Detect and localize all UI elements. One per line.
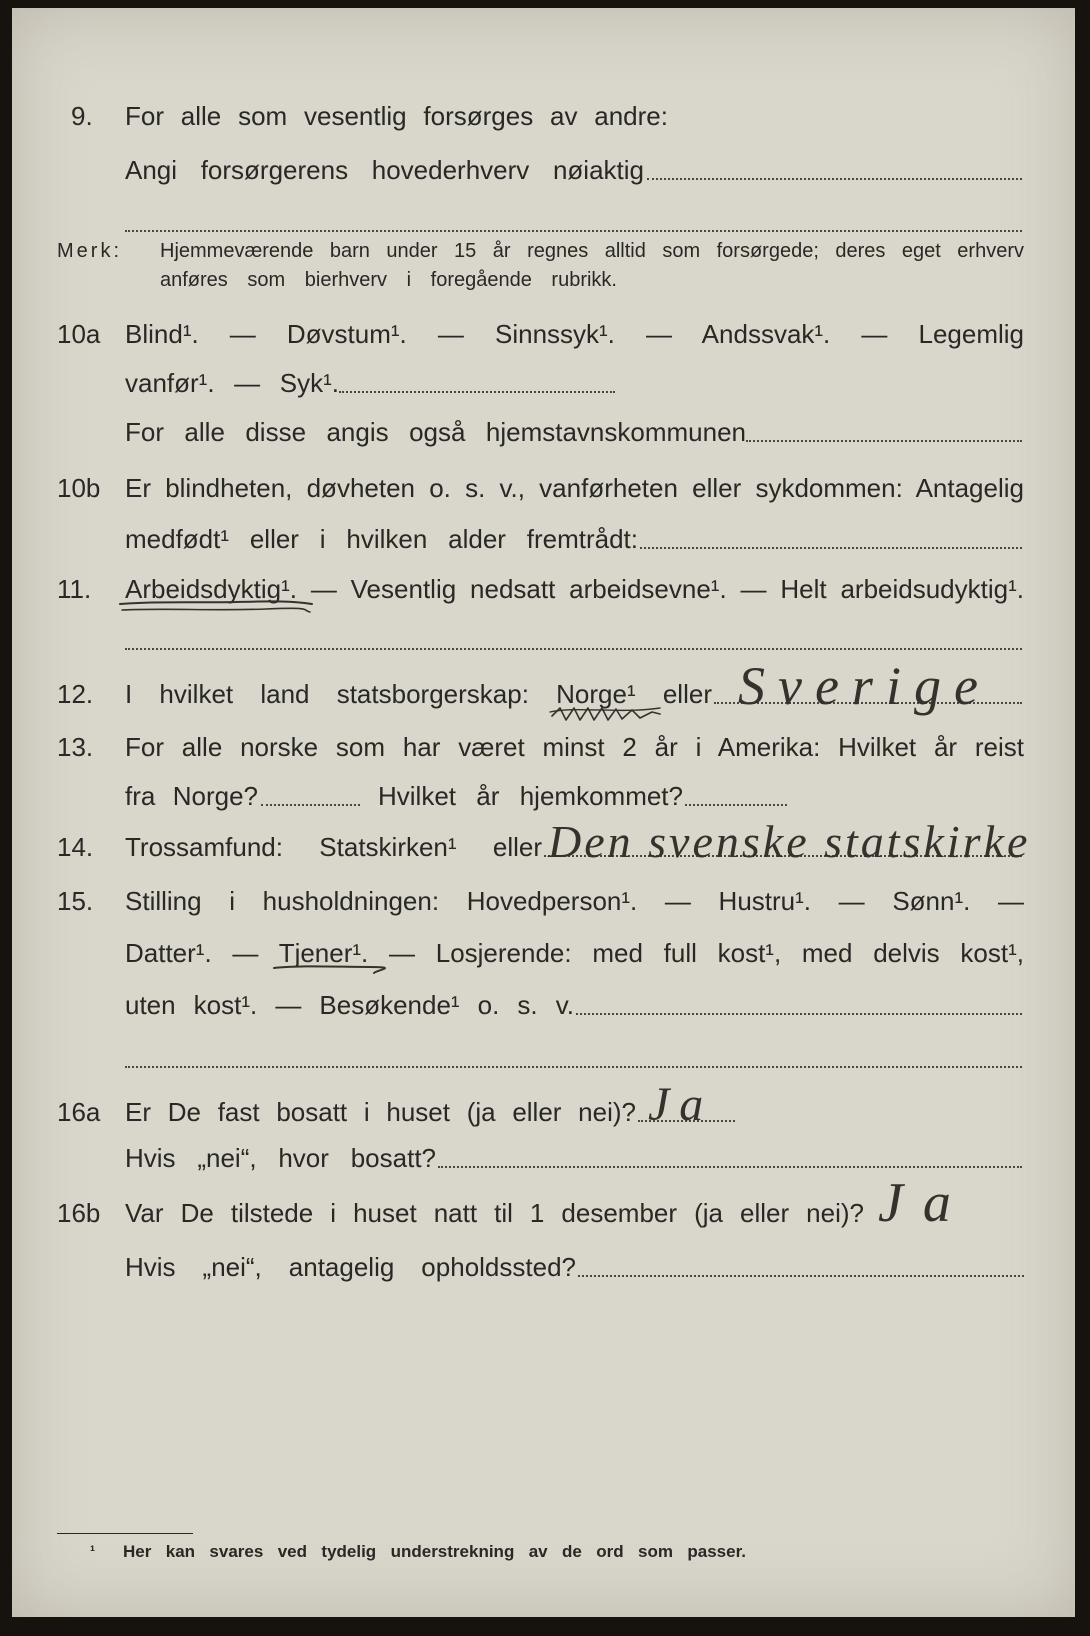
- note-line-2: anføres som bierhverv i foregående rubrikk.: [160, 269, 617, 291]
- question-9-number: 9.: [71, 101, 93, 131]
- question-14-number: 14.: [57, 832, 94, 862]
- footnote-rule: [57, 1533, 193, 1534]
- handwritten-answer-present: Ja: [878, 1172, 971, 1234]
- question-16b-followup-answer-line: [578, 1275, 1024, 1277]
- question-15-options-before: Datter¹. —: [125, 938, 259, 968]
- question-11-number: 11.: [57, 574, 92, 604]
- question-16b-question: Var De tilstede i huset natt til 1 desember (ja eller nei)?: [125, 1198, 864, 1228]
- question-15-line-2: [125, 936, 1024, 970]
- return-year-answer-line: [685, 804, 787, 806]
- question-15-line-1: Stilling i husholdningen: Hovedperson¹. — Hustru¹. — Sønn¹. —: [125, 886, 1024, 916]
- question-10a-line-2: vanfør¹. — Syk¹.: [125, 368, 339, 398]
- section-divider: [125, 230, 1022, 232]
- question-10b-answer-line: [640, 547, 1022, 549]
- question-10a-number: 10a: [57, 319, 101, 349]
- note-line-1: Hjemmeværende barn under 15 år regnes alltid som forsørgede; deres eget erhverv: [160, 240, 1024, 262]
- question-13-left-question: fra Norge?: [125, 781, 258, 811]
- question-16a-followup: Hvis „nei“, hvor bosatt?: [125, 1143, 436, 1173]
- question-9-line-1: For alle som vesentlig forsørges av andre:: [125, 101, 668, 131]
- question-10a-answer-line: [339, 391, 615, 393]
- question-10a-line-1: Blind¹. — Døvstum¹. — Sinnssyk¹. — Andssvak¹. — Legemlig: [125, 319, 1024, 349]
- emigration-year-answer-line: [261, 804, 360, 806]
- hometown-answer-line: [746, 440, 1022, 442]
- question-11-other-options: — Vesentlig nedsatt arbeidsevne¹. — Helt arbeidsudyktig¹.: [310, 574, 1024, 604]
- question-15-options-after: — Losjerende: med full kost¹, med delvis kost¹,: [389, 938, 1024, 968]
- question-15-answer-line: [576, 1013, 1022, 1015]
- question-16b-followup: Hvis „nei“, antagelig opholdssted?: [125, 1252, 576, 1282]
- question-12-suffix: eller: [662, 679, 712, 709]
- option-arbeidsdyktig: Arbeidsdyktig¹.: [125, 574, 297, 604]
- question-16a-number: 16a: [57, 1097, 101, 1127]
- footnote-marker: ¹: [90, 1543, 95, 1560]
- question-13-number: 13.: [57, 732, 94, 762]
- question-16a-followup-answer-line: [438, 1166, 1022, 1168]
- handwritten-answer-religion: Den svenske statskirke: [548, 816, 1031, 867]
- handwritten-answer-resident: Ja: [648, 1078, 714, 1131]
- footnote-text: Her kan svares ved tydelig understrekning av de ord som passer.: [123, 1542, 746, 1561]
- question-16b-number: 16b: [57, 1198, 101, 1228]
- handwritten-scribble: [548, 700, 664, 726]
- question-15-line-3: uten kost¹. — Besøkende¹ o. s. v.: [125, 990, 574, 1020]
- question-10a-line-3: For alle disse angis også hjemstavnskommunen: [125, 417, 746, 447]
- question-9-answer-line: [647, 178, 1022, 180]
- section-divider: [125, 648, 1022, 650]
- option-norge: Norge¹: [556, 679, 636, 709]
- question-16a-question: Er De fast bosatt i huset (ja eller nei)?: [125, 1097, 636, 1127]
- handwritten-underline: [116, 598, 316, 616]
- question-15-number: 15.: [57, 886, 94, 916]
- question-12-number: 12.: [57, 679, 94, 709]
- option-tjener: Tjener¹.: [278, 938, 369, 968]
- handwritten-answer-citizenship: Sverige: [738, 656, 991, 716]
- question-12-prefix: I hvilket land statsborgerskap:: [125, 679, 529, 709]
- section-divider: [125, 1066, 1022, 1068]
- question-10b-line-1: Er blindheten, døvheten o. s. v., vanførheten eller sykdommen: Antagelig: [125, 473, 1024, 503]
- question-10b-line-2: medfødt¹ eller i hvilken alder fremtrådt:: [125, 524, 638, 554]
- question-14-label: Trossamfund: Statskirken¹ eller: [125, 832, 542, 862]
- question-10b-number: 10b: [57, 473, 101, 503]
- handwritten-underline: [270, 962, 380, 976]
- question-9-line-2: Angi forsørgerens hovederhverv nøiaktig: [125, 155, 644, 185]
- note-label: Merk:: [57, 240, 122, 262]
- question-13-line-1: For alle norske som har været minst 2 år i Amerika: Hvilket år reist: [125, 732, 1024, 762]
- question-13-right-question: Hvilket år hjemkommet?: [378, 781, 683, 811]
